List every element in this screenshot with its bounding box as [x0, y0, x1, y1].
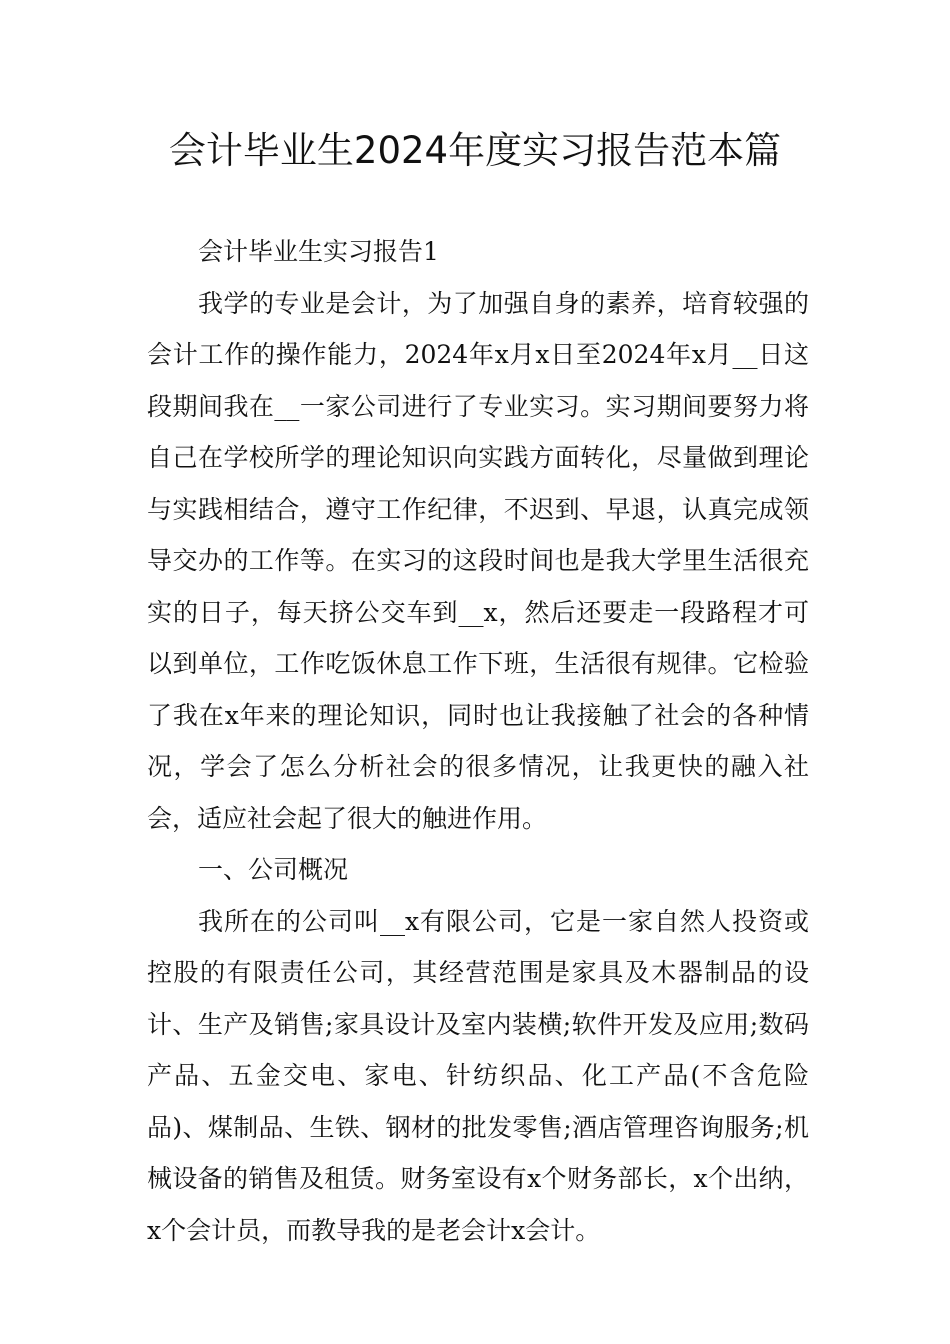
document-title: 会计毕业生2024年度实习报告范本篇: [168, 129, 782, 172]
company-overview-paragraph: 我所在的公司叫__x有限公司，它是一家自然人投资或控股的有限责任公司，其经营范围是家具及木器制品的设计、生产及销售;家具设计及室内装横;软件开发及应用;数码产品、五金交电、家电、针纺织品、化工产品(不含危险品)、煤制品、生铁、钢材的批发零售;酒店管理咨询服务;机械设备的销售及租赁。财务室设有x个财务部长，x个出纳，x个会计员，而教导我的是老会计x会计。: [147, 906, 809, 1245]
section-heading-company-overview: 一、公司概况: [198, 855, 349, 884]
document-body: [147, 226, 809, 1256]
report-subtitle: 会计毕业生实习报告1: [198, 237, 439, 266]
intro-paragraph: 我学的专业是会计，为了加强自身的素养，培育较强的会计工作的操作能力，2024年x月x日至2024年x月__日这段期间我在__一家公司进行了专业实习。实习期间要努力将自己在学校所学的理论知识向实践方面转化，尽量做到理论与实践相结合，遵守工作纪律，不迟到、早退，认真完成领导交办的工作等。在实习的这段时间也是我大学里生活很充实的日子，每天挤公交车到__x，然后还要走一段路程才可以到单位，工作吃饭休息工作下班，生活很有规律。它检验了我在x年来的理论知识，同时也让我接触了社会的各种情况，学会了怎么分析社会的很多情况，让我更快的融入社会，适应社会起了很大的触进作用。: [147, 288, 809, 833]
